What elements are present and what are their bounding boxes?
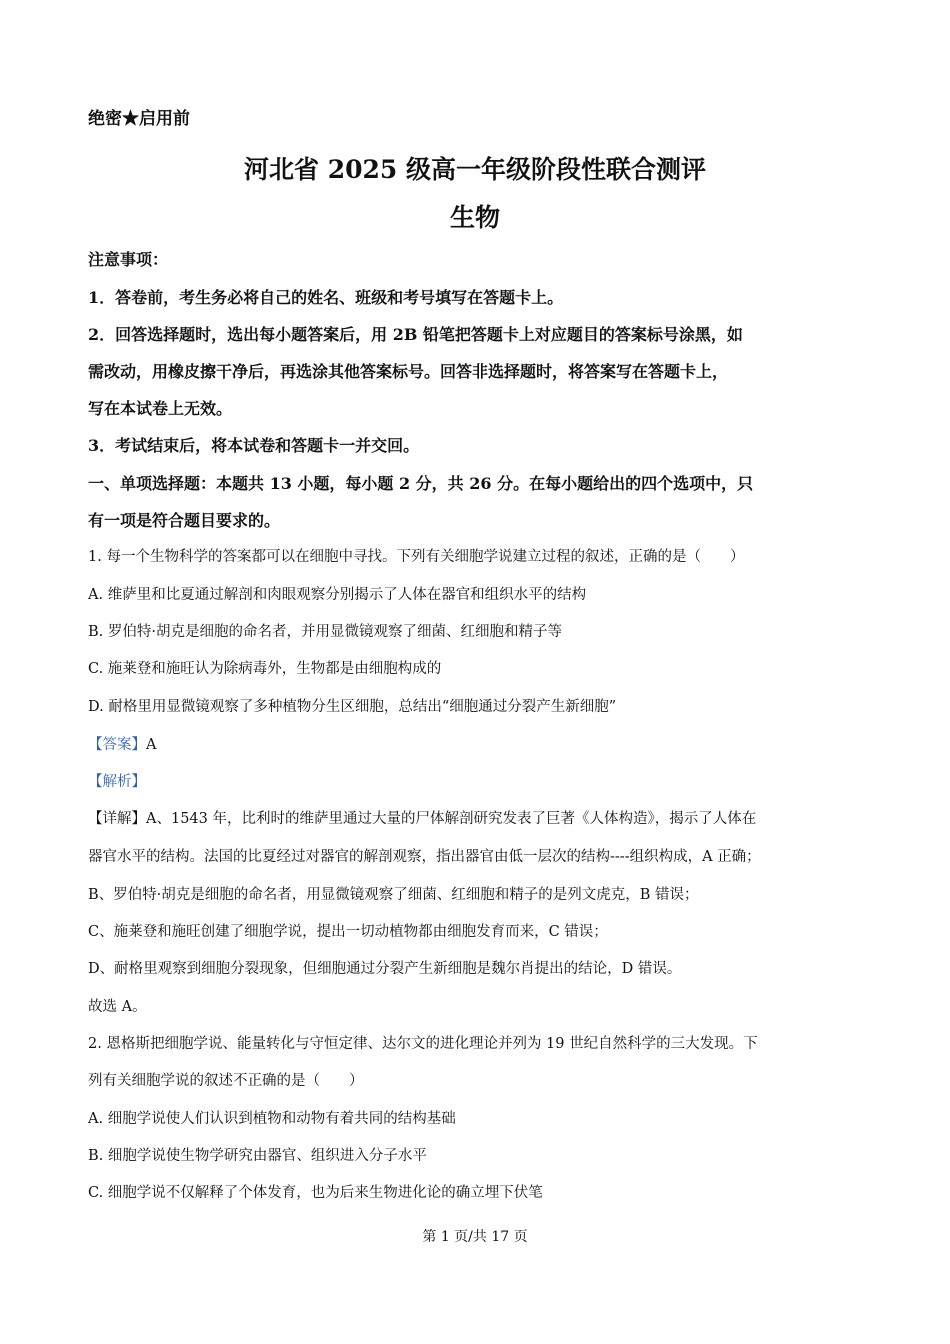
- confidential-label: 绝密★启用前: [88, 109, 190, 129]
- detail-line: C、施莱登和施旺创建了细胞学说，提出一切动植物都由细胞发育而来，C 错误；: [88, 924, 608, 940]
- section-heading-cont: 有一项是符合题目要求的。: [88, 511, 281, 530]
- detail-line: B、罗伯特·胡克是细胞的命名者，用显微镜观察了细菌、红细胞和精子的是列文虎克，B 错误；: [88, 887, 699, 903]
- question-2-stem: 2. 恩格斯把细胞学说、能量转化与守恒定律、达尔文的进化理论并列为 19 世纪自然科学的三大发现。下: [88, 1036, 758, 1052]
- page-number: 第 1 页/共 17 页: [422, 1229, 528, 1245]
- section-heading: 一、单项选择题：本题共 13 小题，每小题 2 分，共 26 分。在每小题给出的四个选项中，只: [88, 474, 754, 493]
- question-1-option-a: A. 维萨里和比夏通过解剖和肉眼观察分别揭示了人体在器官和组织水平的结构: [88, 587, 587, 603]
- question-1-stem: 1. 每一个生物科学的答案都可以在细胞中寻找。下列有关细胞学说建立过程的叙述，正确的是（ ）: [88, 549, 745, 565]
- detail-text: A、1543 年，比利时的维萨里通过大量的尸体解剖研究发表了巨著《人体构造》，揭示了人体在: [146, 811, 757, 827]
- question-1-option-d: D. 耐格里用显微镜观察了多种植物分生区细胞，总结出“细胞通过分裂产生新细胞”: [88, 699, 617, 715]
- note-item: 需改动，用橡皮擦干净后，再选涂其他答案标号。回答非选择题时，将答案写在答题卡上，: [88, 362, 729, 381]
- question-2-option-b: B. 细胞学说使生物学研究由器官、组织进入分子水平: [88, 1148, 427, 1164]
- question-1-option-b: B. 罗伯特·胡克是细胞的命名者，并用显微镜观察了细菌、红细胞和精子等: [88, 624, 562, 640]
- question-2-stem-cont: 列有关细胞学说的叙述不正确的是（ ）: [88, 1073, 364, 1089]
- detail-row: [88, 807, 756, 828]
- note-item: 1．答卷前，考生务必将自己的姓名、班级和考号填写在答题卡上。: [88, 288, 564, 307]
- subject-title: 生物: [449, 203, 500, 232]
- detail-conclusion: 故选 A。: [88, 999, 147, 1015]
- answer-tag: 【答案】: [88, 737, 146, 753]
- analysis-tag: 【解析】: [88, 774, 146, 790]
- note-item: 2．回答选择题时，选出每小题答案后，用 2B 铅笔把答题卡上对应题目的答案标号涂黑，如: [88, 325, 743, 344]
- note-item: 3．考试结束后，将本试卷和答题卡一并交回。: [88, 436, 420, 455]
- page-title: 河北省 2025 级高一年级阶段性联合测评: [244, 155, 706, 184]
- detail-tag: 【详解】: [88, 811, 146, 827]
- question-1-option-c: C. 施莱登和施旺认为除病毒外，生物都是由细胞构成的: [88, 661, 442, 677]
- question-2-option-c: C. 细胞学说不仅解释了个体发育，也为后来生物进化论的确立埋下伏笔: [88, 1185, 543, 1201]
- note-item: 写在本试卷上无效。: [88, 399, 233, 418]
- question-2-option-a: A. 细胞学说使人们认识到植物和动物有着共同的结构基础: [88, 1111, 456, 1127]
- answer-row: [88, 733, 156, 754]
- detail-line: 器官水平的结构。法国的比夏经过对器官的解剖观察，指出器官由低一层次的结构----组织构成，A 正确；: [88, 849, 761, 865]
- notes-heading: 注意事项：: [88, 250, 169, 269]
- detail-line: D、耐格里观察到细胞分裂现象，但细胞通过分裂产生新细胞是魏尔肖提出的结论，D 错误。: [88, 961, 682, 977]
- answer-value: A: [146, 737, 157, 753]
